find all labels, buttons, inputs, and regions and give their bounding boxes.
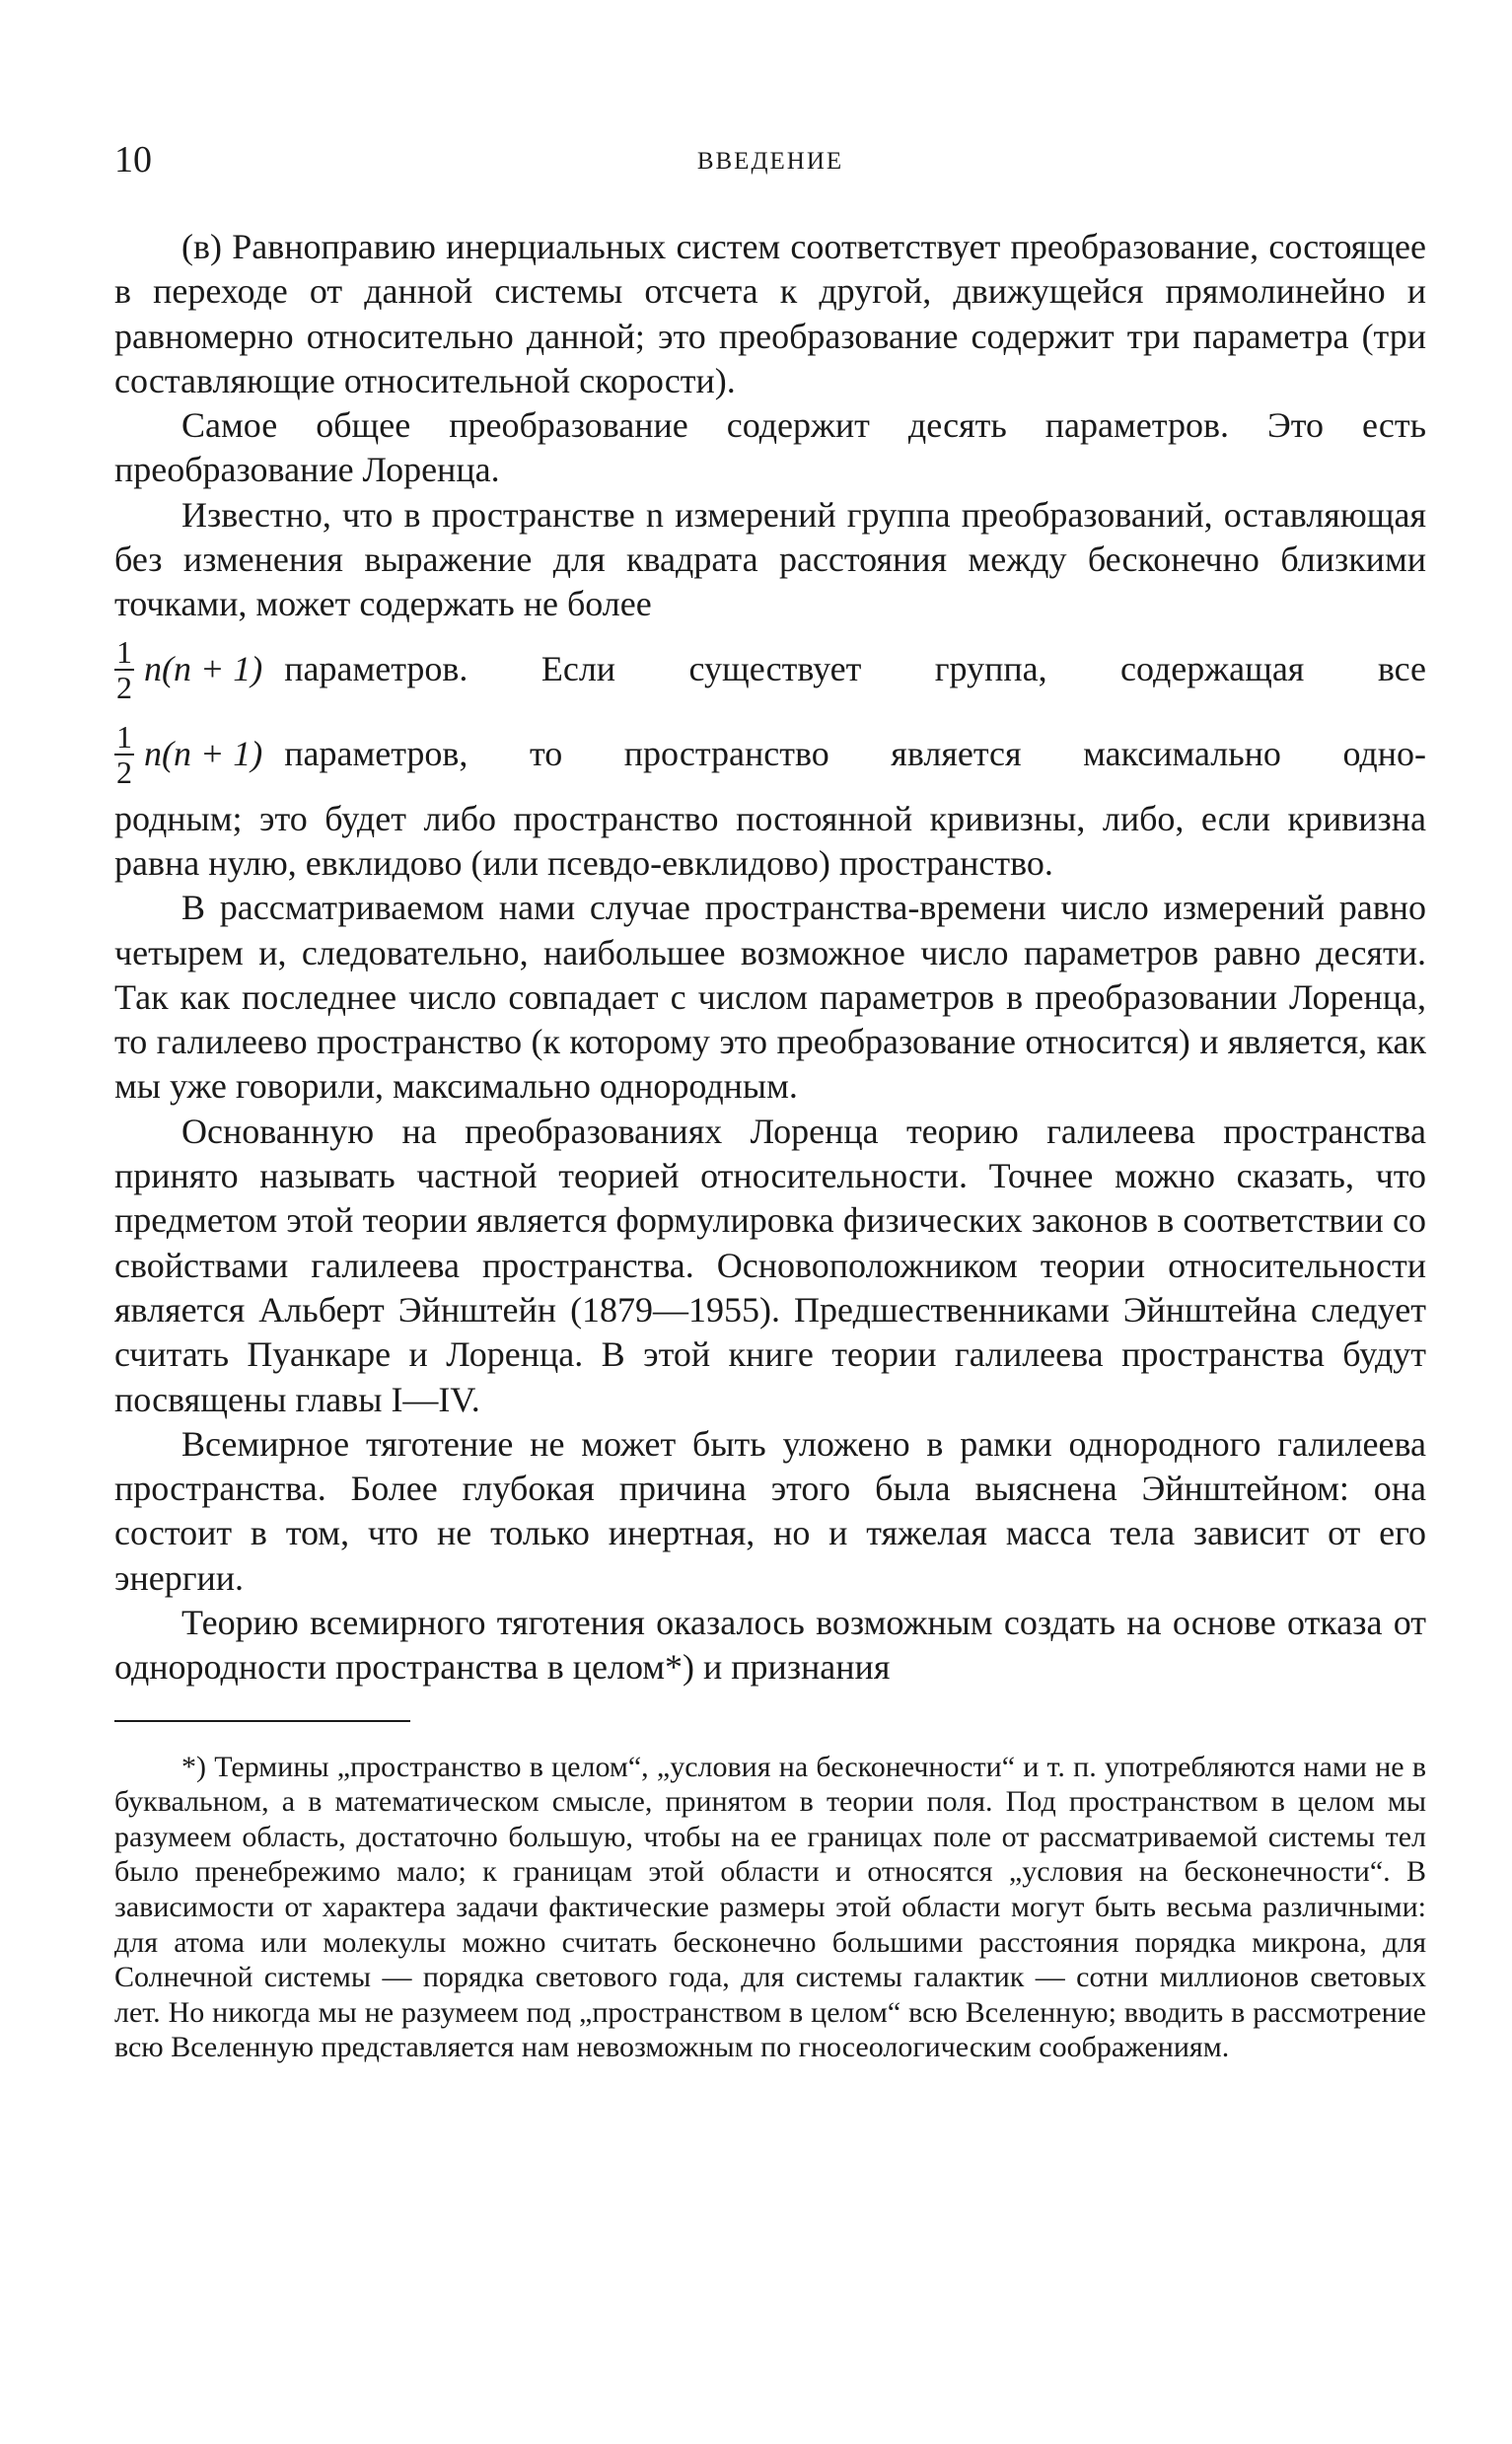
paragraph-4: В рассматриваемом нами случае пространства-времени число измерений равно четырем и, следовательно, наибольшее возможное число параметров равно десяти. Так как последнее число совпадает с числом параметров в преобразовании Лоренца, то галилеево пространство (к которому это преобразование относится) и является, как мы уже говорили, максимально однородным. — [114, 888, 1426, 1107]
book-page — [114, 138, 1426, 2065]
paragraph-3-continuation: родным; это будет либо пространство постоянной кривизны, либо, если кривизна равна нулю, евклидово (или псевдо-евклидово) пространство. — [114, 798, 1426, 883]
paragraph-2: Самое общее преобразование содержит десять параметров. Это есть преобразование Лоренца. — [114, 405, 1426, 490]
fraction-denominator: 2 — [116, 669, 132, 705]
paragraph-3-lead: Известно, что в пространстве n измерений группа преобразований, оставляющая без изменения выражение для квадрата расстояния между бесконечно близкими точками, может содержать не более — [114, 494, 1426, 624]
body-text — [114, 225, 1426, 1690]
formula-line-1-text: параметров. Если существует группа, содержащая все — [284, 649, 1426, 689]
formula-line-2 — [114, 712, 1426, 797]
page-number: 10 — [114, 139, 152, 180]
footnote-divider — [114, 1720, 410, 1722]
fraction-one-half — [114, 635, 134, 704]
footnote: *) Термины „пространство в целом“, „условия на бесконечности“ и т. п. употребляются нами не в буквальном, а в математическом смысле, принятом в теории поля. Под пространством в целом мы разумеем область, достаточно большую, чтобы на ее границах поле от рассматриваемой системы тел было пренебрежимо мало; к границам этой области и относятся „условия на бесконечности“. В зависимости от характера задачи фактические размеры этой области могут быть весьма различными: для атома или молекулы можно считать бесконечно большими расстояния порядка микрона, для Солнечной системы — порядка светового года, для системы галактик — сотни миллионов световых лет. Но никогда мы не разумеем под „пространством в целом“ всю Вселенную; вводить в рассмотрение всю Вселенную представляется нам невозможным по гносеологическим соображениям. — [114, 1750, 1426, 2064]
fraction-denominator: 2 — [116, 754, 132, 790]
running-head: ВВЕДЕНИЕ — [696, 148, 844, 175]
formula-expression: n(n + 1) — [144, 734, 263, 774]
page-header — [114, 138, 1426, 197]
paragraph-6: Всемирное тяготение не может быть уложено в рамки однородного галилеева пространства. Более глубокая причина этого была выяснена Эйнштейном: она состоит в том, что не только инертная, но и тяжелая масса тела зависит от его энергии. — [114, 1423, 1426, 1598]
formula-line-2-text: параметров, то пространство является максимально одно- — [284, 734, 1426, 774]
fraction-numerator: 1 — [116, 718, 132, 755]
formula-expression: n(n + 1) — [144, 649, 263, 689]
paragraph-5: Основанную на преобразованиях Лоренца теорию галилеева пространства принято называть частной теорией относительности. Точнее можно сказать, что предметом этой теории является формулировка физических законов в соответствии со свойствами галилеева пространства. Основоположником теории относительности является Альберт Эйнштейн (1879—1955). Предшественниками Эйнштейна следует считать Пуанкаре и Лоренца. В этой книге теории галилеева пространства будут посвящены главы I—IV. — [114, 1111, 1426, 1419]
paragraph-7: Теорию всемирного тяготения оказалось возможным создать на основе отказа от однородности пространства в целом*) и признания — [114, 1603, 1426, 1688]
fraction-numerator: 1 — [116, 633, 132, 670]
formula-line-1 — [114, 627, 1426, 712]
fraction-one-half — [114, 720, 134, 789]
paragraph-1: (в) Равноправию инерциальных систем соответствует преобразование, состоящее в переходе от данной системы отсчета к другой, движущейся прямолинейно и равномерно относительно данной; это преобразование содержит три параметра (три составляющие относительной скорости). — [114, 227, 1426, 400]
